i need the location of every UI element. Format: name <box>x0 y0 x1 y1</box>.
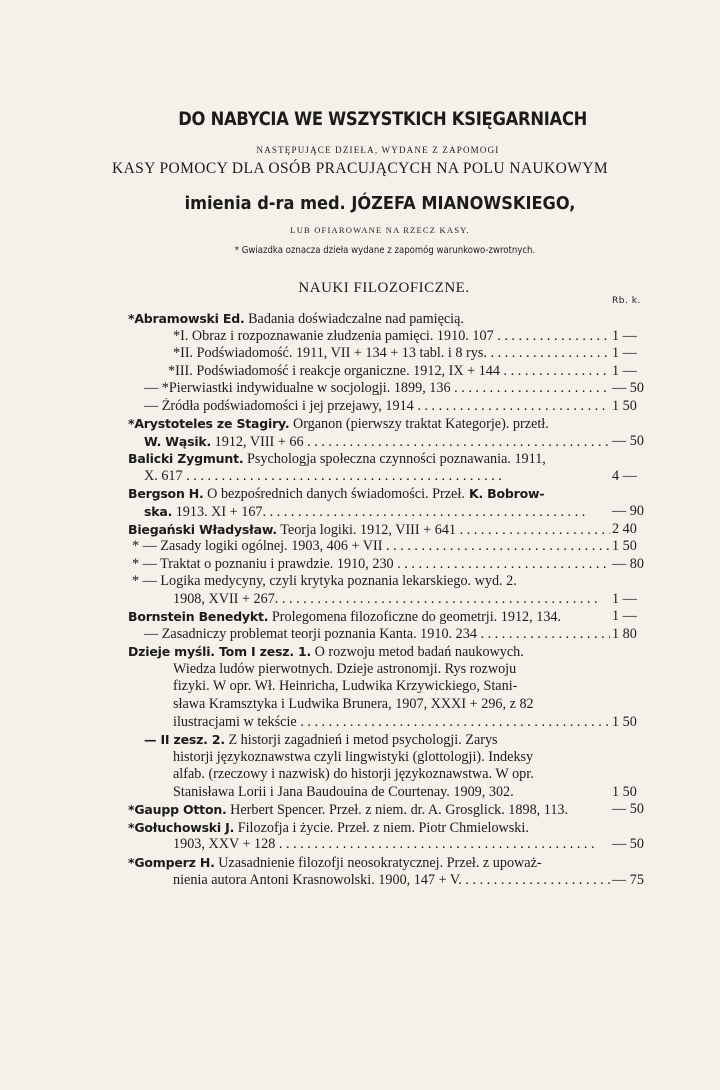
list-item: Balicki Zygmunt. Psychologja społeczna czynności poznawania. 1911, <box>128 451 546 468</box>
header-subtitle: NASTĘPUJĄCE DZIEŁA, WYDANE Z ZAPOMOGI <box>256 145 500 155</box>
list-item: *Gaupp Otton. Herbert Spencer. Przeł. z niem. dr. A. Grosglick. 1898, 113. — 50 <box>128 801 656 819</box>
price: 1 50 <box>612 783 637 800</box>
price: 4 — <box>612 467 637 484</box>
price: 1 — <box>612 608 637 625</box>
list-item: *III. Podświadomość i reakcje organiczne. 1912, IX + 144 . . . 1 — <box>128 363 656 381</box>
price: — 90 <box>612 503 644 520</box>
list-item: *Abramowski Ed. Badania doświadczalne nad pamięcią. <box>128 311 464 327</box>
list-item: — Źródła podświadomości i jej przejawy, 1914 . . . 1 50 <box>128 398 656 416</box>
price: — 50 <box>612 836 644 853</box>
list-item: * — Logika medycyny, czyli krytyka poznania lekarskiego. wyd. 2. <box>132 573 517 590</box>
price: — 75 <box>612 871 644 888</box>
price: 1 80 <box>612 625 637 642</box>
price: 1 50 <box>612 538 637 555</box>
list-item: ilustracjami w tekście . . . 1 50 <box>128 714 656 732</box>
list-item: X. 617 . . . 4 — <box>128 468 656 486</box>
list-item: * — Zasady logiki ogólnej. 1903, 406 + VII . . . 1 50 <box>128 538 656 556</box>
list-item: Biegański Władysław. Teorja logiki. 1912, VIII + 641 . . . 2 40 <box>128 521 656 539</box>
header-fund: KASY POMOCY DLA OSÓB PRACUJĄCYCH NA POLU NAUKOWYM <box>112 160 608 177</box>
list-item: *II. Podświadomość. 1911, VII + 134 + 13 tabl. i 8 rys. . . . 1 — <box>128 345 656 363</box>
list-item: * — Traktat o poznaniu i prawdzie. 1910, 230 . . . — 80 <box>128 556 656 574</box>
list-item: Stanisława Lorii i Jana Baudouina de Courtenay. 1909, 302. 1 50 <box>128 784 656 802</box>
price: — 50 <box>612 801 644 818</box>
price: — 80 <box>612 555 644 572</box>
price: 1 — <box>612 362 637 379</box>
list-item: *Arystoteles ze Stagiry. Organon (pierwszy traktat Kategorje). przetł. <box>128 416 549 433</box>
header-patron: imienia d-ra med. JÓZEFA MIANOWSKIEGO, <box>184 193 576 214</box>
list-item: Bergson H. O bezpośrednich danych świadomości. Przeł. K. Bobrow- <box>128 486 545 503</box>
price: 1 — <box>612 327 637 344</box>
price-header: Rb. k. <box>612 296 641 306</box>
list-item: Bornstein Benedykt. Prolegomena filozoficzne do geometrji. 1912, 134. 1 — <box>128 608 656 626</box>
list-item: W. Wąsik. 1912, VIII + 66 . . . — 50 <box>128 433 656 451</box>
price: 1 — <box>612 590 637 607</box>
price: 1 50 <box>612 713 637 730</box>
price: 1 — <box>612 345 637 362</box>
list-item: alfab. (rzeczowy i nazwisk) do historji językoznawstwa. W opr. <box>173 766 534 783</box>
list-item: — Zasadniczy problemat teorji poznania Kanta. 1910. 234 . . . 1 80 <box>128 626 656 644</box>
list-item: Dzieje myśli. Tom I zesz. 1. O rozwoju metod badań naukowych. <box>128 644 524 661</box>
list-item: *Gołuchowski J. Filozofja i życie. Przeł. z niem. Piotr Chmielowski. <box>128 819 529 836</box>
list-item: *I. Obraz i rozpoznawanie złudzenia pamięci. 1910. 107 . . . 1 — <box>128 328 656 346</box>
price: — 50 <box>612 432 644 449</box>
price: 1 50 <box>612 397 637 414</box>
asterisk-note: * Gwiazdka oznacza dzieła wydane z zapomóg warunkowo-zwrotnych. <box>234 245 536 256</box>
list-item: ska. 1913. XI + 167. . . . — 90 <box>128 503 656 521</box>
list-item: — *Pierwiastki indywidualne w socjologji. 1899, 136 . . . — 50 <box>128 380 656 398</box>
list-item: sława Kramsztyka i Ludwika Brunera, 1907, XXXI + 296, z 82 <box>173 696 534 713</box>
header-donated: LUB OFIAROWANE NA RZECZ KASY. <box>290 225 470 235</box>
list-item: — II zesz. 2. Z historji zagadnień i metod psychologji. Zarys <box>144 732 498 749</box>
header-title: DO NABYCIA WE WSZYSTKICH KSIĘGARNIACH <box>178 108 588 130</box>
list-item: nienia autora Antoni Krasnowolski. 1900, 147 + V. . . . — 75 <box>128 872 656 890</box>
list-item: fizyki. W opr. Wł. Heinricha, Ludwika Krzywickiego, Stani- <box>173 678 518 695</box>
list-item: *Gomperz H. Uzasadnienie filozofji neosokratycznej. Przeł. z upoważ- <box>128 854 542 871</box>
list-item: historji językoznawstwa czyli lingwistyki (glottologji). Indeksy <box>173 748 534 765</box>
section-title: NAUKI FILOZOFICZNE. <box>298 280 470 296</box>
price: 2 40 <box>612 520 637 537</box>
book-list <box>128 310 656 889</box>
list-item: 1903, XXV + 128 . . . — 50 <box>128 836 656 854</box>
price: — 50 <box>612 380 644 397</box>
list-item: Wiedza ludów pierwotnych. Dzieje astronomji. Rys rozwoju <box>173 660 517 677</box>
list-item: 1908, XVII + 267. . . . 1 — <box>128 591 656 609</box>
